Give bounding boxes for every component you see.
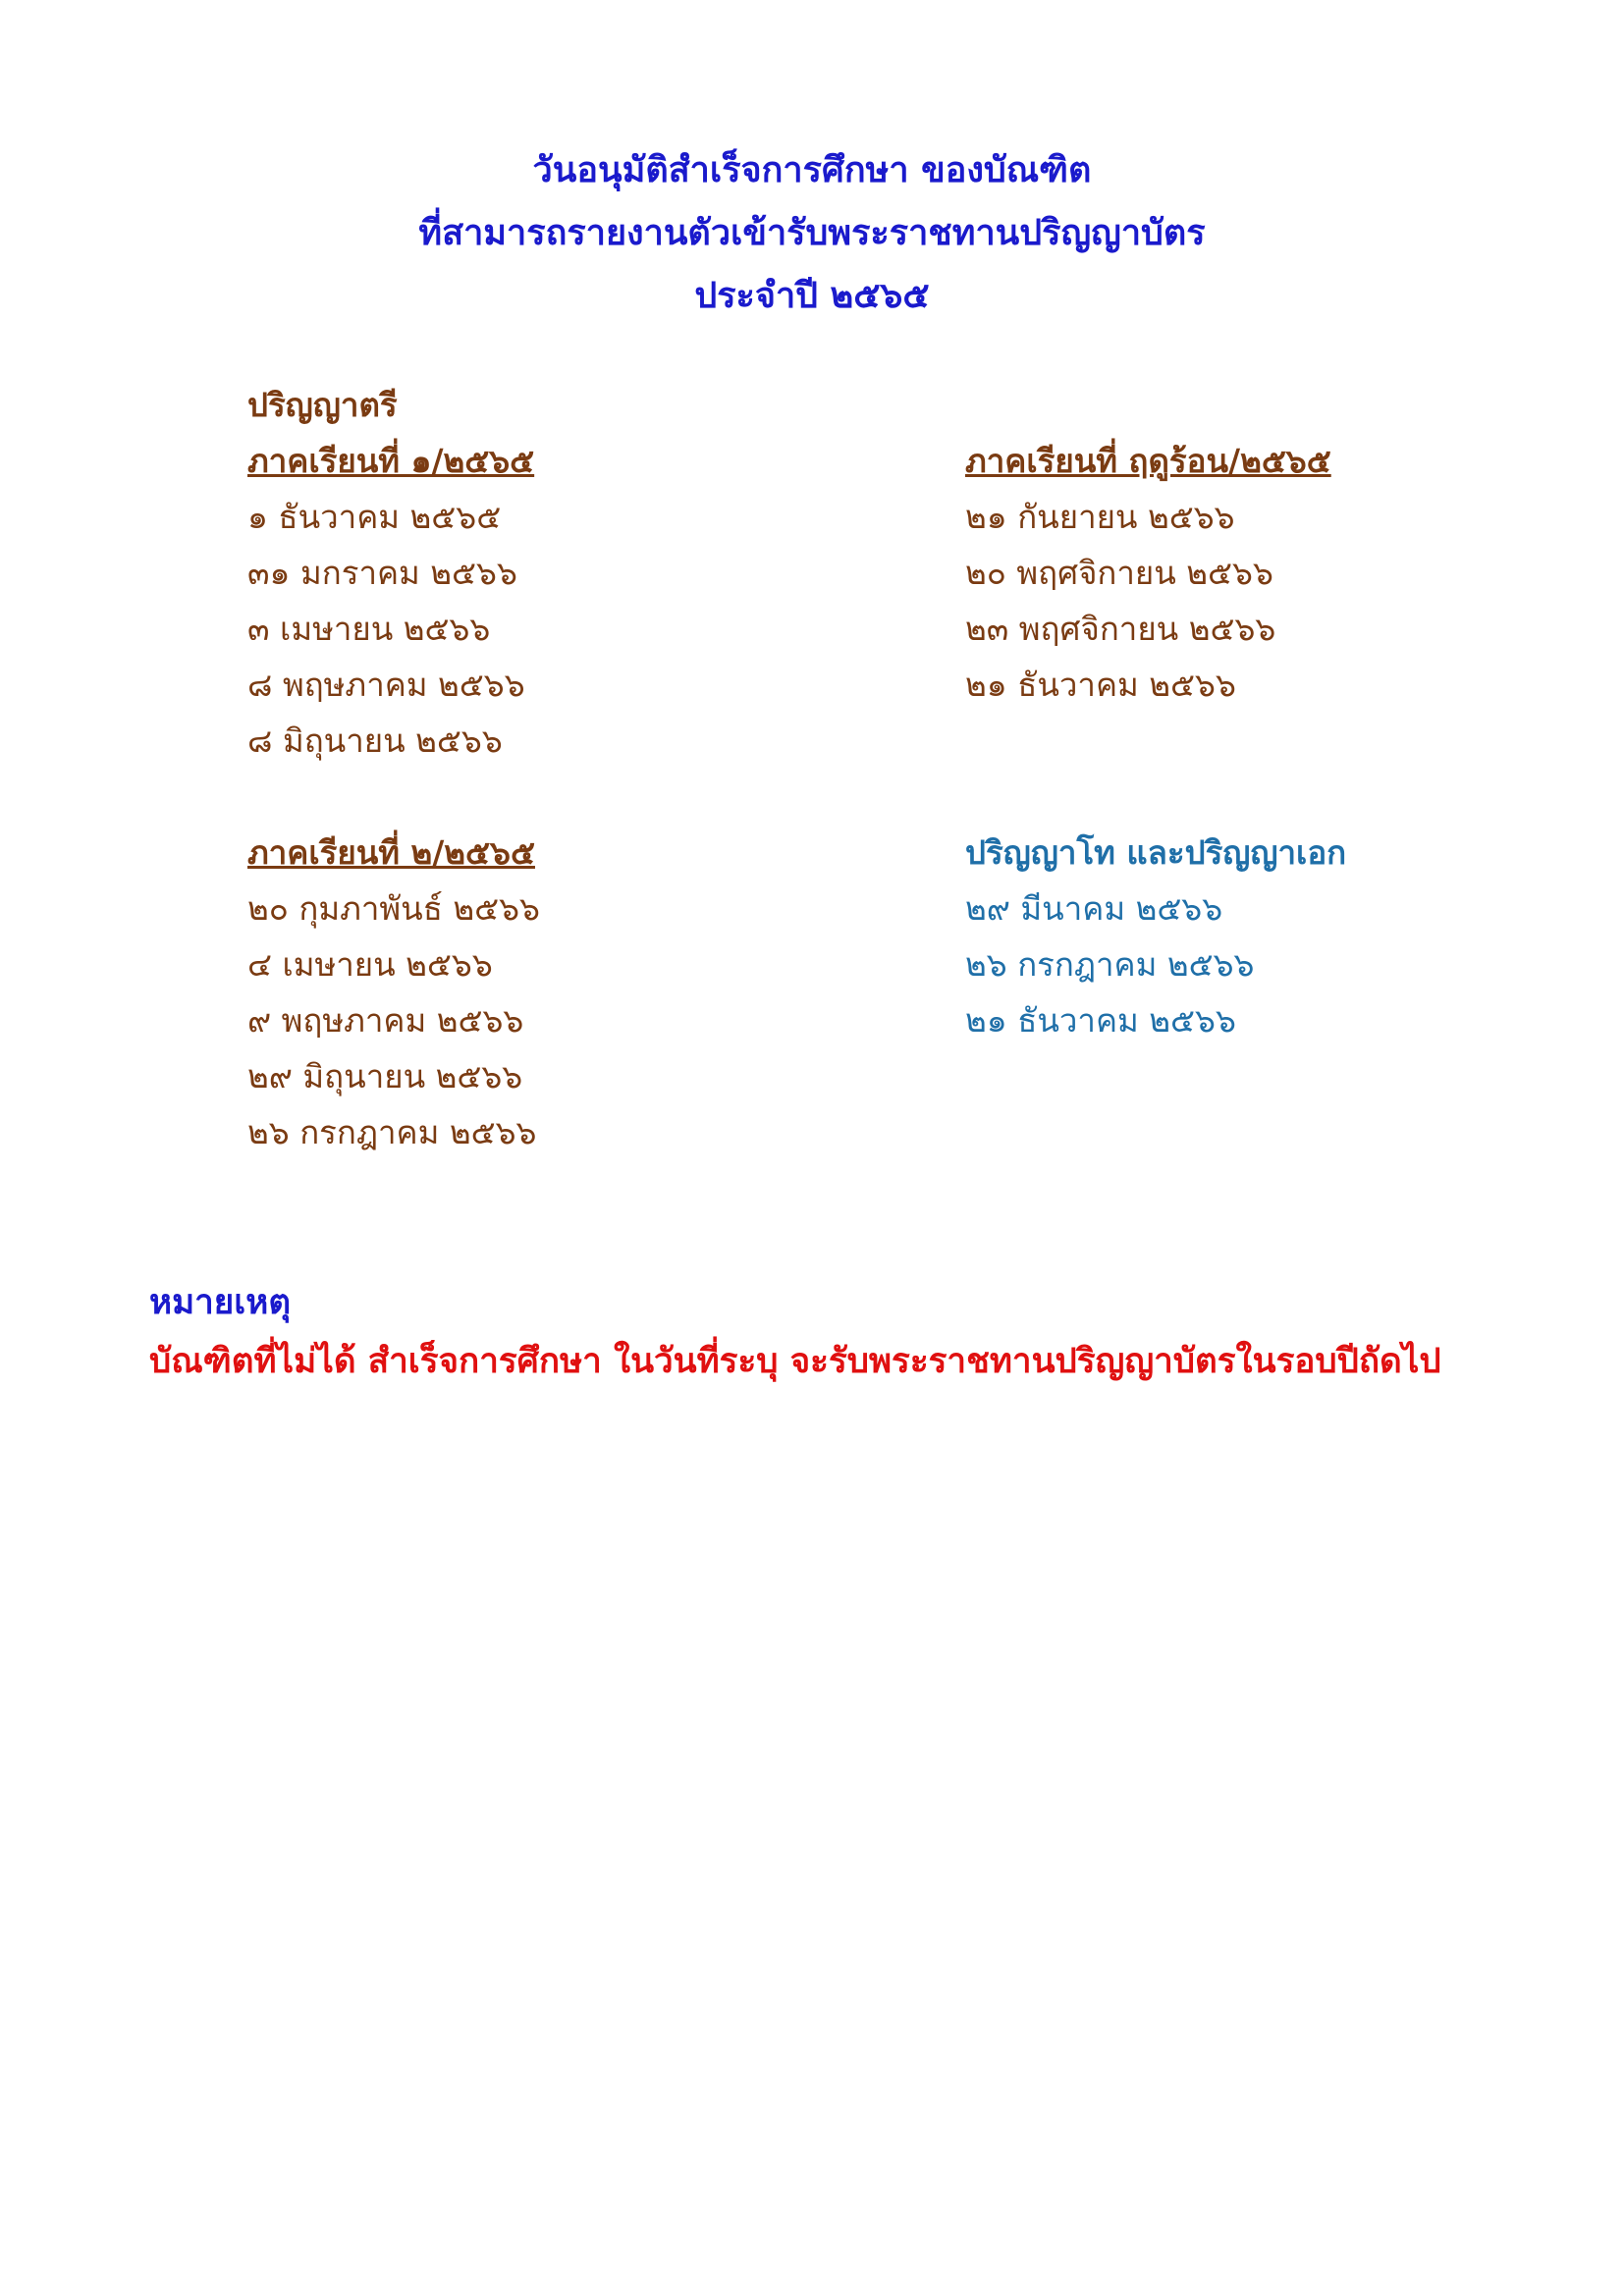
summer-date: ๒๑ กันยายน ๒๕๖๖ <box>965 498 1235 536</box>
note-text: บัณฑิตที่ไม่ได้ สำเร็จการศึกษา ในวันที่ระบุ จะรับพระราชทานปริญญาบัตรในรอบปีถัดไป <box>149 1342 1441 1381</box>
term1-date: ๘ มิถุนายน ๒๕๖๖ <box>247 721 503 760</box>
summer-heading: ภาคเรียนที่ ฤดูร้อน/๒๕๖๕ <box>965 442 1331 480</box>
graduate-date: ๒๖ กรกฎาคม ๒๕๖๖ <box>965 945 1255 984</box>
bachelor-heading: ปริญญาตรี <box>247 386 398 424</box>
term1-date: ๘ พฤษภาคม ๒๕๖๖ <box>247 666 525 704</box>
term1-date: ๓ เมษายน ๒๕๖๖ <box>247 610 491 648</box>
summer-date: ๒๑ ธันวาคม ๒๕๖๖ <box>965 666 1236 704</box>
term2-date: ๒๙ มิถุนายน ๒๕๖๖ <box>247 1057 523 1095</box>
title-line-3: ประจำปี ๒๕๖๕ <box>694 276 930 316</box>
graduate-heading: ปริญญาโท และปริญญาเอก <box>965 833 1347 872</box>
graduate-section <box>965 825 1346 1048</box>
summer-date: ๒๐ พฤศจิกายน ๒๕๖๖ <box>965 554 1273 592</box>
term2-date: ๒๐ กุมภาพันธ์ ๒๕๖๖ <box>247 889 540 928</box>
note-section <box>149 1273 1441 1391</box>
term1-date: ๑ ธันวาคม ๒๕๖๕ <box>247 498 502 536</box>
title-line-1: วันอนุมัติสำเร็จการศึกษา ของบัณฑิต <box>532 150 1092 190</box>
bachelor-term2-section <box>247 825 540 1160</box>
bachelor-summer-section <box>965 433 1331 713</box>
term2-date: ๔ เมษายน ๒๕๖๖ <box>247 945 493 984</box>
graduate-date: ๒๑ ธันวาคม ๒๕๖๖ <box>965 1001 1236 1040</box>
graduate-date: ๒๙ มีนาคม ๒๕๖๖ <box>965 889 1223 928</box>
document-title <box>0 139 1624 328</box>
summer-date: ๒๓ พฤศจิกายน ๒๕๖๖ <box>965 610 1276 648</box>
term2-date: ๒๖ กรกฎาคม ๒๕๖๖ <box>247 1113 537 1151</box>
term1-date: ๓๑ มกราคม ๒๕๖๖ <box>247 554 517 592</box>
term2-date: ๙ พฤษภาคม ๒๕๖๖ <box>247 1001 524 1040</box>
term2-heading: ภาคเรียนที่ ๒/๒๕๖๕ <box>247 833 535 872</box>
note-heading: หมายเหตุ <box>149 1283 292 1322</box>
title-line-2: ที่สามารถรายงานตัวเข้ารับพระราชทานปริญญาบัตร <box>418 213 1206 253</box>
term1-heading: ภาคเรียนที่ ๑/๒๕๖๕ <box>247 442 535 480</box>
bachelor-term1-section <box>247 377 534 769</box>
